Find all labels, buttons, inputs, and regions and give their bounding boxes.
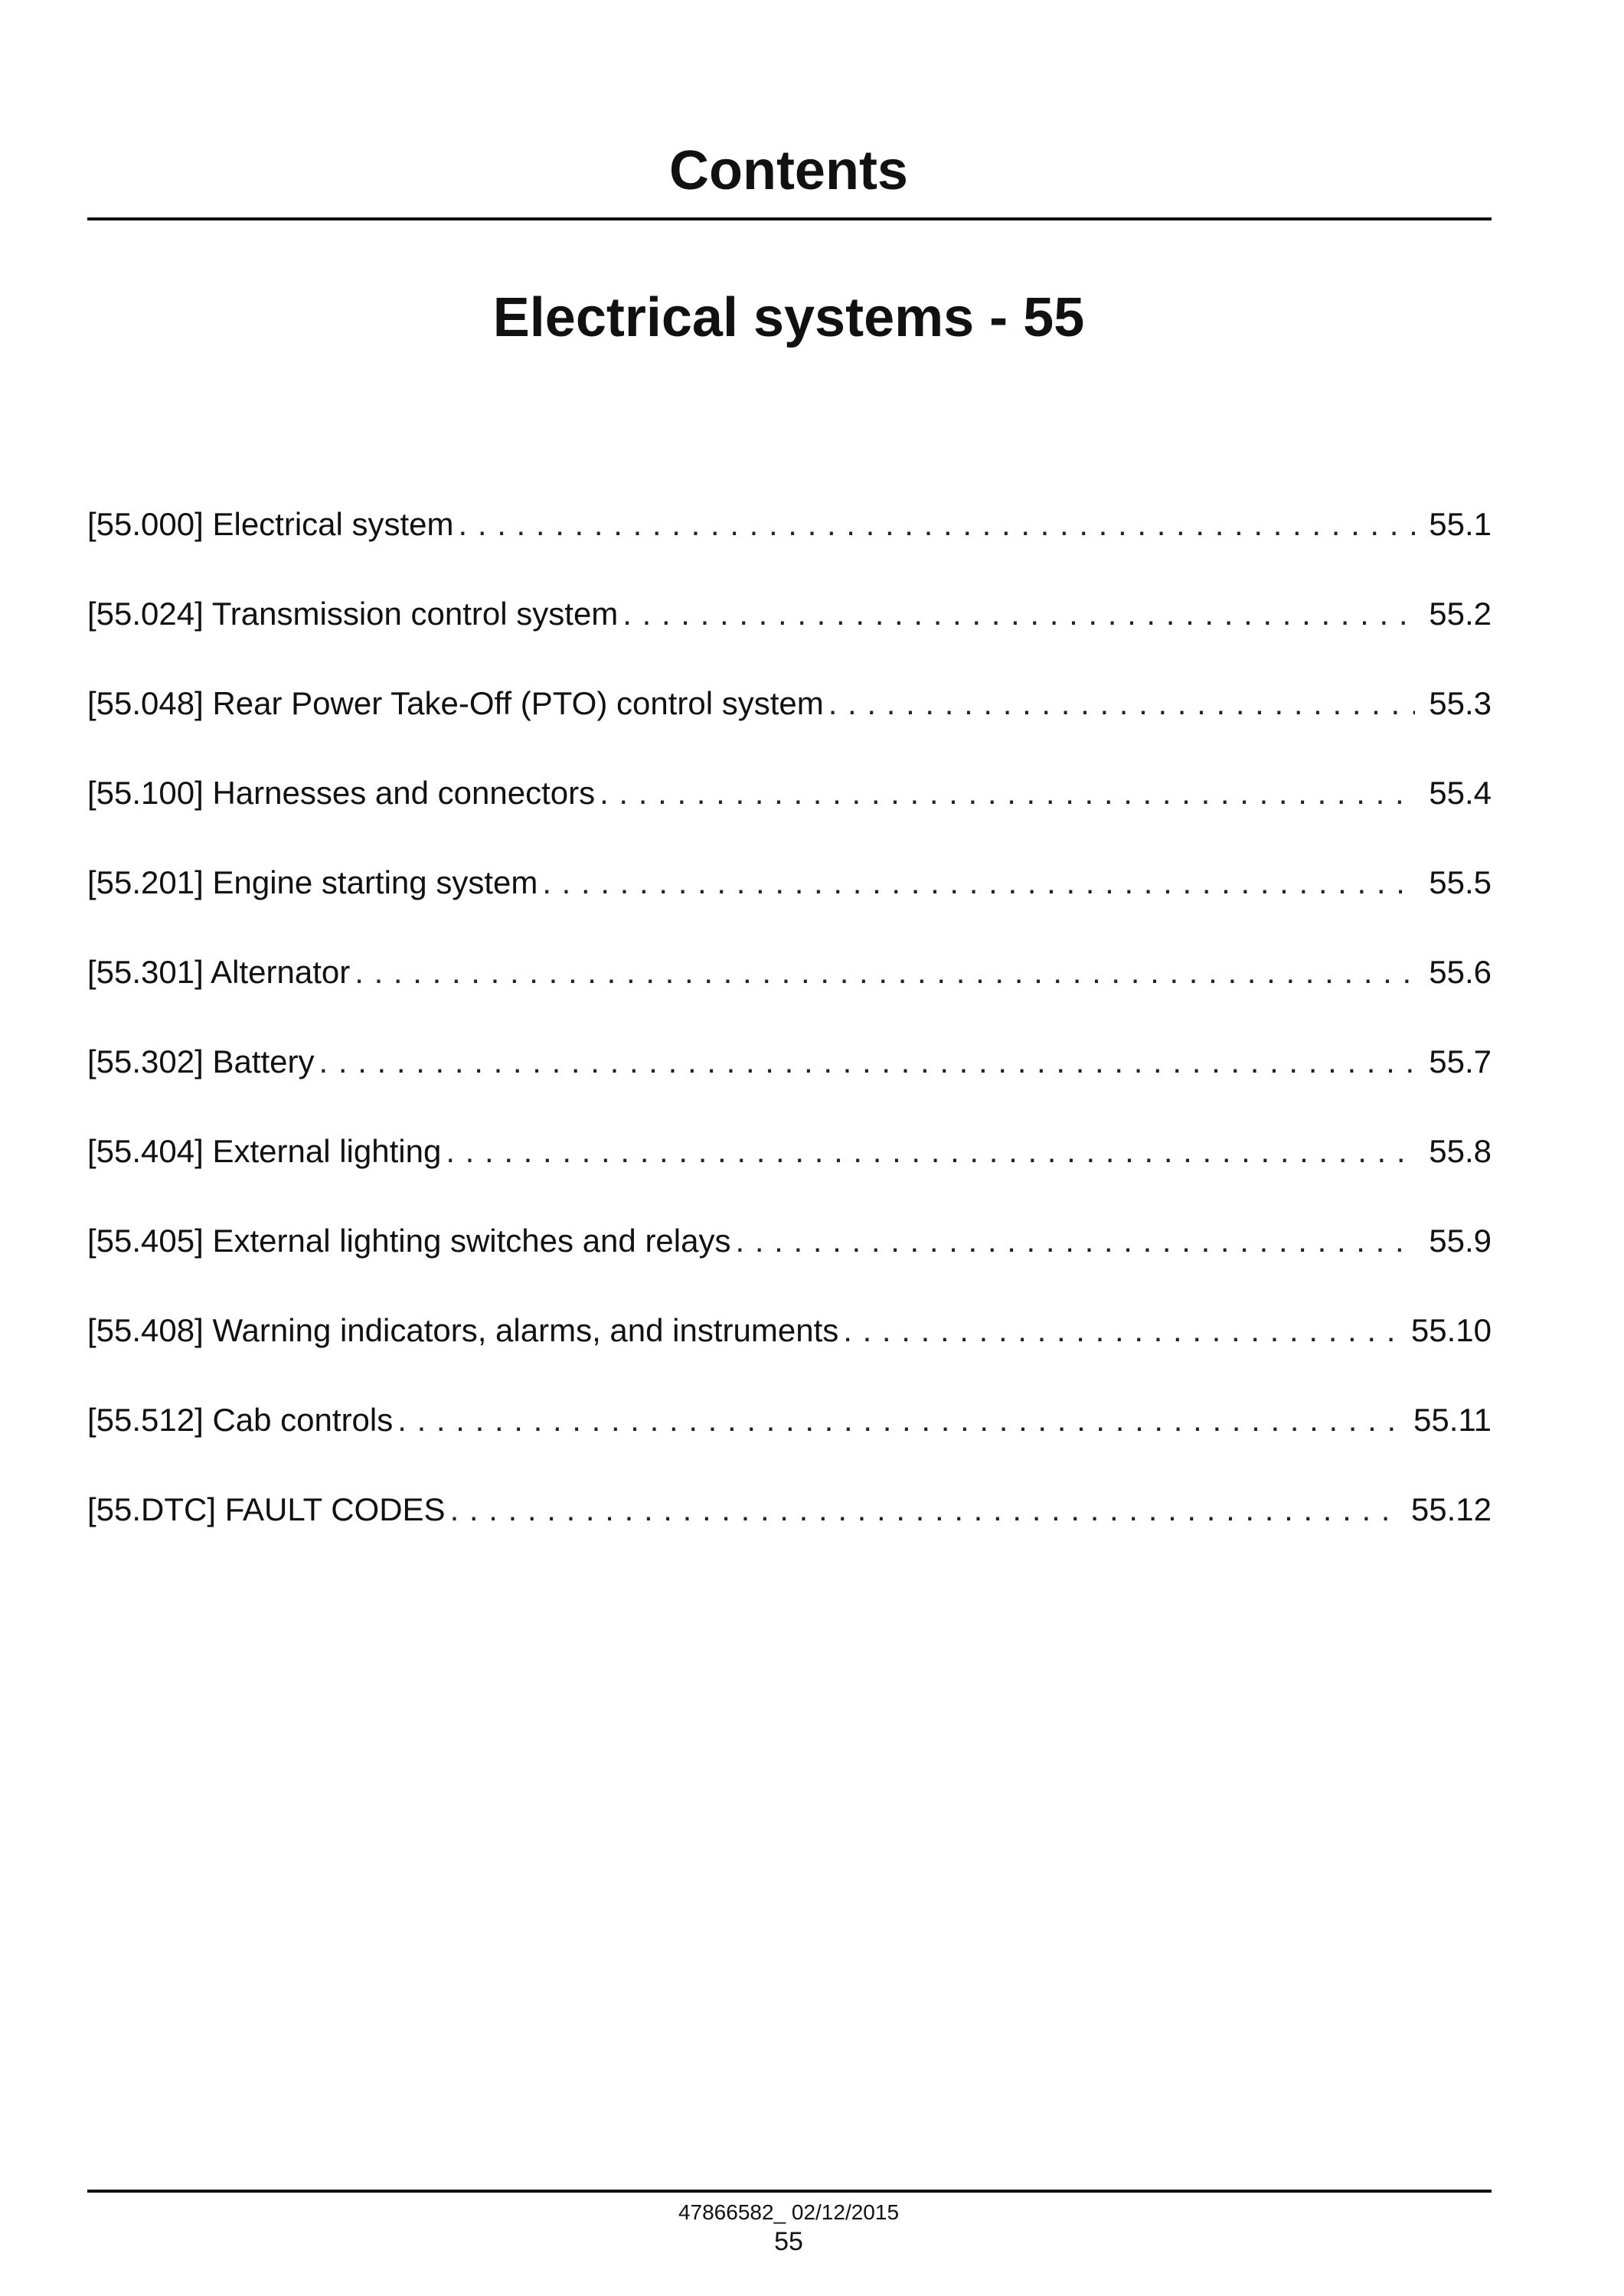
toc-entry-page: 55.4 — [1429, 775, 1492, 811]
section-title: Electrical systems - 55 — [492, 287, 1085, 348]
toc-entry-page: 55.6 — [1429, 954, 1492, 990]
toc-entry-label: [55.DTC] FAULT CODES — [87, 1491, 446, 1527]
toc-entry-55-000[interactable] — [87, 501, 1492, 591]
toc-entry-55-dtc[interactable] — [87, 1487, 1492, 1576]
toc-entry-label: [55.301] Alternator — [87, 954, 351, 990]
footer-document-reference: 47866582_ 02/12/2015 — [678, 2200, 900, 2224]
toc-entry-label: [55.024] Transmission control system — [87, 596, 619, 632]
toc-entry-page: 55.5 — [1429, 864, 1492, 900]
page-title: Contents — [669, 140, 908, 201]
toc-entry-page: 55.7 — [1429, 1043, 1492, 1079]
toc-entry-page: 55.11 — [1413, 1402, 1492, 1438]
toc-entry-label: [55.408] Warning indicators, alarms, and instruments — [87, 1312, 839, 1348]
header-divider — [87, 217, 1492, 220]
toc-entry-55-100[interactable] — [87, 770, 1492, 860]
toc-entry-page: 55.10 — [1410, 1312, 1492, 1348]
toc-entry-page: 55.1 — [1429, 506, 1492, 542]
toc-entry-label: [55.201] Engine starting system — [87, 864, 538, 900]
toc-dot-leader — [828, 681, 1416, 727]
toc-entry-label: [55.100] Harnesses and connectors — [87, 775, 596, 811]
toc-dot-leader — [397, 1397, 1400, 1443]
toc-entry-label: [55.302] Battery — [87, 1043, 315, 1079]
toc-dot-leader — [319, 1039, 1416, 1085]
toc-entry-55-301[interactable] — [87, 949, 1492, 1039]
toc-entry-55-405[interactable] — [87, 1218, 1492, 1308]
toc-entry-label: [55.048] Rear Power Take-Off (PTO) control system — [87, 685, 824, 721]
toc-entry-label: [55.512] Cab controls — [87, 1402, 394, 1438]
toc-entry-55-512[interactable] — [87, 1397, 1492, 1487]
toc-dot-leader — [542, 860, 1415, 906]
footer-page-number: 55 — [774, 2227, 803, 2256]
toc-entry-55-302[interactable] — [87, 1039, 1492, 1128]
toc-entry-page: 55.9 — [1429, 1223, 1492, 1259]
footer-divider — [87, 2190, 1492, 2193]
toc-dot-leader — [355, 949, 1415, 995]
toc-dot-leader — [622, 591, 1415, 637]
toc-entry-55-404[interactable] — [87, 1128, 1492, 1218]
toc-entry-page: 55.8 — [1429, 1133, 1492, 1169]
table-of-contents — [87, 501, 1492, 1576]
toc-entry-page: 55.3 — [1429, 685, 1492, 721]
toc-entry-55-048[interactable] — [87, 681, 1492, 770]
toc-entry-55-024[interactable] — [87, 591, 1492, 681]
toc-entry-page: 55.2 — [1429, 596, 1492, 632]
toc-entry-page: 55.12 — [1410, 1491, 1492, 1527]
toc-dot-leader — [450, 1487, 1397, 1533]
toc-entry-55-201[interactable] — [87, 860, 1492, 949]
toc-dot-leader — [735, 1218, 1415, 1264]
toc-entry-label: [55.000] Electrical system — [87, 506, 454, 542]
toc-entry-label: [55.405] External lighting switches and relays — [87, 1223, 731, 1259]
toc-entry-55-408[interactable] — [87, 1308, 1492, 1397]
toc-dot-leader — [843, 1308, 1397, 1354]
toc-dot-leader — [459, 501, 1416, 547]
toc-dot-leader — [446, 1128, 1415, 1174]
toc-entry-label: [55.404] External lighting — [87, 1133, 442, 1169]
toc-dot-leader — [600, 770, 1415, 816]
